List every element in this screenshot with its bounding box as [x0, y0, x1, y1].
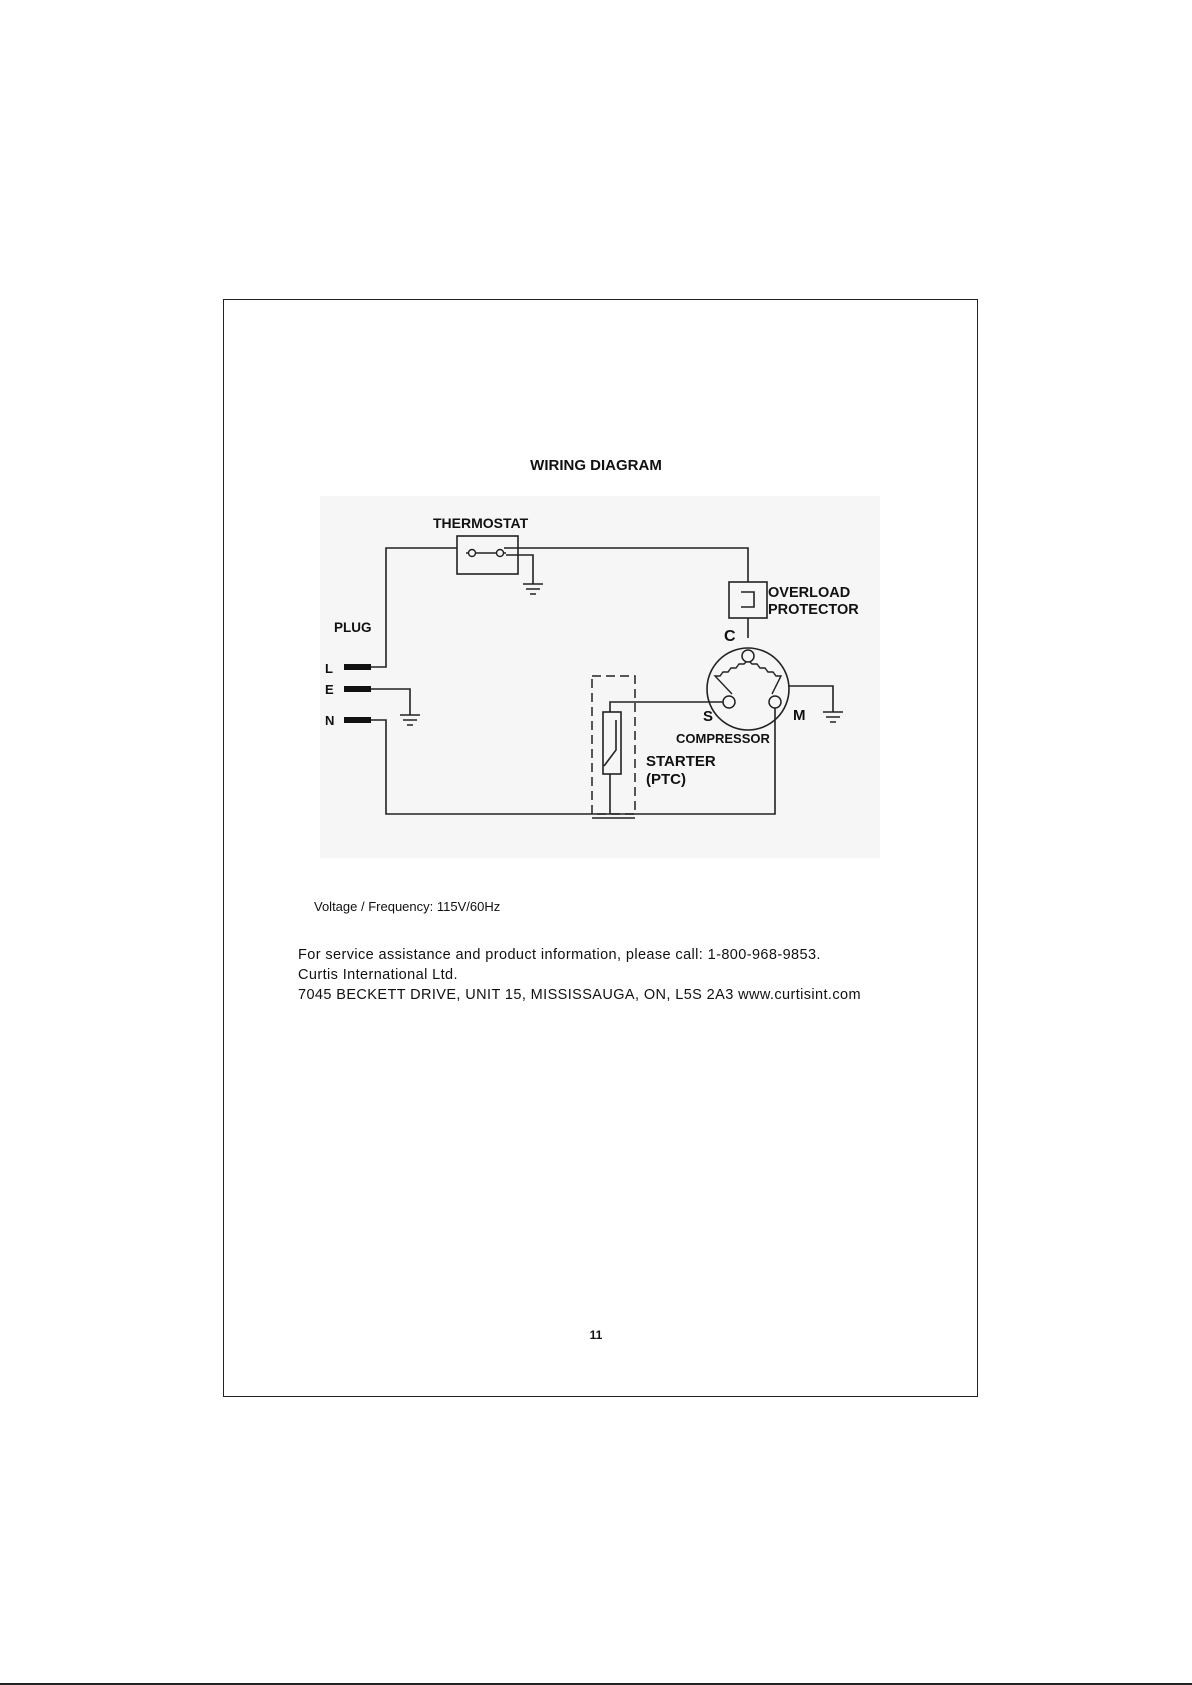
label-compressor: COMPRESSOR	[676, 731, 770, 746]
page-number	[0, 1328, 1192, 1342]
terminal-m-circle	[769, 696, 781, 708]
plug-pin-e	[344, 686, 371, 692]
label-pin-e: E	[325, 682, 334, 697]
plug-pin-n	[344, 717, 371, 723]
label-plug: PLUG	[334, 620, 372, 635]
thermostat-contact-left	[469, 550, 476, 557]
service-contact-line: For service assistance and product information, please call: 1-800-968-9853.	[298, 947, 821, 963]
terminal-c-circle	[742, 650, 754, 662]
diagram-background	[320, 496, 880, 858]
wiring-diagram	[320, 496, 880, 858]
label-terminal-m: M	[793, 707, 806, 724]
label-starter: STARTER	[646, 753, 716, 770]
page-title	[0, 457, 1192, 474]
label-pin-l: L	[325, 661, 333, 676]
plug-pin-l	[344, 664, 371, 670]
title-text: WIRING DIAGRAM	[530, 457, 662, 474]
label-ptc: (PTC)	[646, 771, 686, 788]
label-terminal-c: C	[724, 628, 736, 645]
label-terminal-s: S	[703, 708, 714, 725]
terminal-s-circle	[723, 696, 735, 708]
label-thermostat: THERMOSTAT	[433, 515, 529, 531]
company-name-line: Curtis International Ltd.	[298, 967, 458, 983]
voltage-frequency-spec: Voltage / Frequency: 115V/60Hz	[314, 899, 501, 914]
company-address-line: 7045 BECKETT DRIVE, UNIT 15, MISSISSAUGA, ON, L5S 2A3 www.curtisint.com	[298, 987, 861, 1003]
page-number-text: 11	[589, 1328, 603, 1342]
label-protector: PROTECTOR	[768, 602, 859, 618]
label-pin-n: N	[325, 713, 335, 728]
thermostat-contact-right	[497, 550, 504, 557]
label-overload: OVERLOAD	[768, 585, 851, 601]
